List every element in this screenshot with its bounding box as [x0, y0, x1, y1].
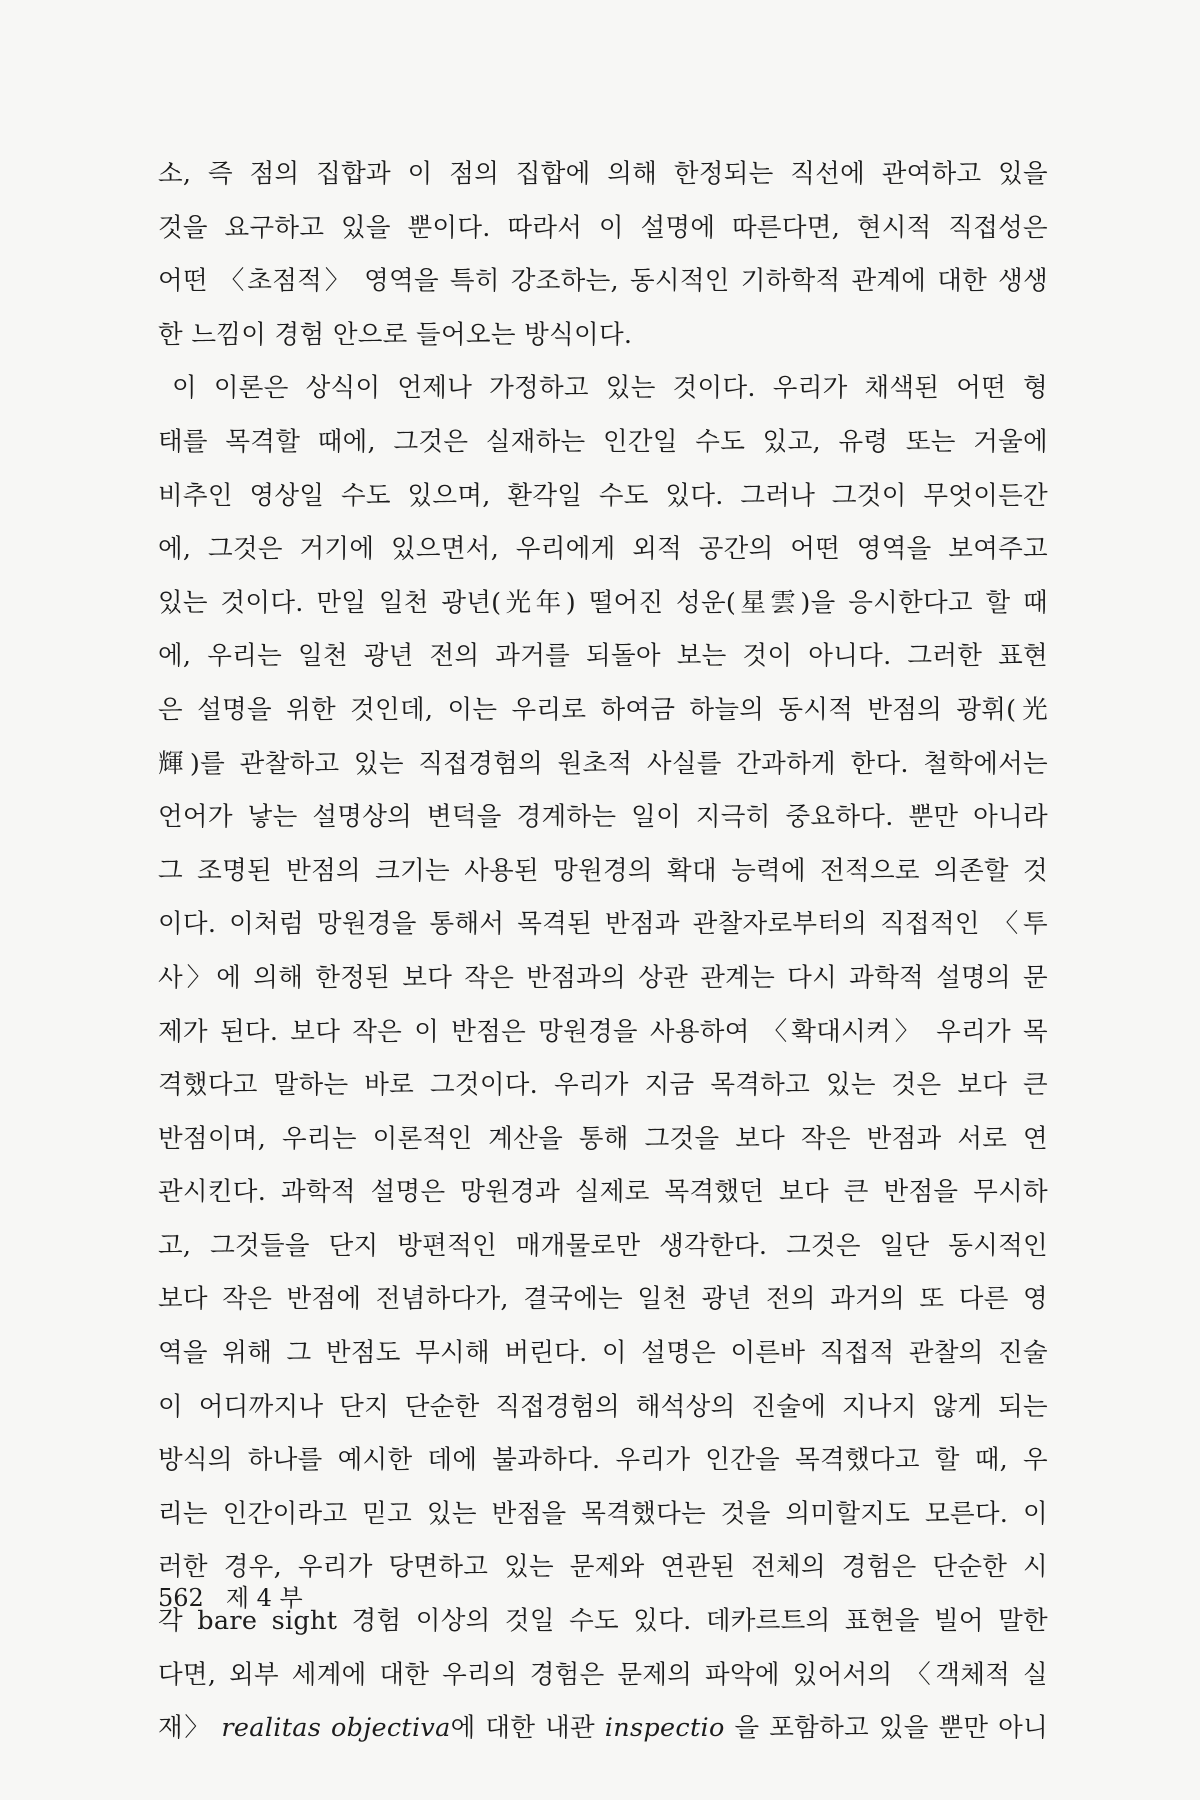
text-line: 보다 작은 반점에 전념하다가, 결국에는 일천 광년 전의 과거의 또 다른 영	[158, 1284, 1048, 1315]
text-line: 관시킨다. 과학적 설명은 망원경과 실제로 목격했던 보다 큰 반점을 무시하	[158, 1177, 1048, 1208]
text-line: 에, 우리는 일천 광년 전의 과거를 되돌아 보는 것이 아니다. 그러한 표현	[158, 641, 1048, 672]
text-run: 에 대한 내관	[450, 1713, 595, 1744]
page-footer	[158, 1578, 325, 1613]
text-line: 제가 된다. 보다 작은 이 반점은 망원경을 사용하여 〈확대시켜〉 우리가 목	[158, 1016, 1048, 1047]
text-line: 것을 요구하고 있을 뿐이다. 따라서 이 설명에 따른다면, 현시적 직접성은	[158, 212, 1048, 243]
text-line: 輝)를 관찰하고 있는 직접경험의 원초적 사실를 간과하게 한다. 철학에서는	[158, 748, 1048, 779]
text-line: 리는 인간이라고 믿고 있는 반점을 목격했다는 것을 의미할지도 모른다. 이	[158, 1498, 1048, 1529]
text-run: 재〉	[158, 1713, 212, 1744]
text-line: 한 느낌이 경험 안으로 들어오는 방식이다.	[158, 319, 633, 350]
text-line: 사〉에 의해 한정된 보다 작은 반점과의 상관 관계는 다시 과학적 설명의 문	[158, 962, 1048, 993]
text-line: 러한 경우, 우리가 당면하고 있는 문제와 연관된 전체의 경험은 단순한 시	[158, 1552, 1048, 1583]
text-line: 고, 그것들을 단지 방편적인 매개물로만 생각한다. 그것은 일단 동시적인	[158, 1230, 1048, 1261]
text-line: 격했다고 말하는 바로 그것이다. 우리가 지금 목격하고 있는 것은 보다 큰	[158, 1070, 1048, 1101]
text-line: 소, 즉 점의 집합과 이 점의 집합에 의해 한정되는 직선에 관여하고 있을	[158, 159, 1048, 189]
text-line: 역을 위해 그 반점도 무시해 버린다. 이 설명은 이른바 직접적 관찰의 진술	[158, 1338, 1048, 1369]
text-line: 방식의 하나를 예시한 데에 불과하다. 우리가 인간을 목격했다고 할 때, 우	[158, 1445, 1048, 1476]
text-line: 그 조명된 반점의 크기는 사용된 망원경의 확대 능력에 전적으로 의존할 것	[158, 855, 1048, 886]
text-run: 을 포함하고 있을 뿐만 아니	[734, 1713, 1048, 1744]
text-line: 다면, 외부 세계에 대한 우리의 경험은 문제의 파악에 있어서의 〈객체적 실	[158, 1659, 1048, 1690]
latin-term: realitas objectiva	[221, 1713, 451, 1744]
text-line: 있는 것이다. 만일 일천 광년(光年) 떨어진 성운(星雲)을 응시한다고 할 때	[158, 587, 1048, 618]
latin-term: inspectio	[604, 1713, 725, 1744]
text-line: 이 어디까지나 단지 단순한 직접경험의 해석상의 진술에 지나지 않게 되는	[158, 1391, 1048, 1422]
text-line: 각 bare sight 경험 이상의 것일 수도 있다. 데카르트의 표현을 빌어 말한	[158, 1606, 1048, 1637]
text-line: 반점이며, 우리는 이론적인 계산을 통해 그것을 보다 작은 반점과 서로 연	[158, 1123, 1048, 1154]
text-line: 비추인 영상일 수도 있으며, 환각일 수도 있다. 그러나 그것이 무엇이든간	[158, 480, 1048, 511]
text-line: 이다. 이처럼 망원경을 통해서 목격된 반점과 관찰자로부터의 직접적인 〈투	[158, 909, 1048, 940]
text-line: 에, 그것은 거기에 있으면서, 우리에게 외적 공간의 어떤 영역을 보여주고	[158, 534, 1048, 565]
part-label: 제 4 부	[225, 1584, 303, 1612]
text-line: 언어가 낳는 설명상의 변덕을 경계하는 일이 지극히 중요하다. 뿐만 아니라	[158, 802, 1048, 833]
body-text	[158, 148, 1048, 1756]
text-line: 은 설명을 위한 것인데, 이는 우리로 하여금 하늘의 동시적 반점의 광휘(光	[158, 694, 1048, 725]
page-number: 562	[158, 1584, 204, 1612]
text-line-mixed	[158, 1702, 1048, 1756]
text-line: 어떤 〈초점적〉 영역을 특히 강조하는, 동시적인 기하학적 관계에 대한 생생	[158, 266, 1048, 297]
paragraph-start-line: 이 이론은 상식이 언제나 가정하고 있는 것이다. 우리가 채색된 어떤 형	[172, 373, 1048, 404]
text-line: 태를 목격할 때에, 그것은 실재하는 인간일 수도 있고, 유령 또는 거울에	[158, 426, 1048, 457]
